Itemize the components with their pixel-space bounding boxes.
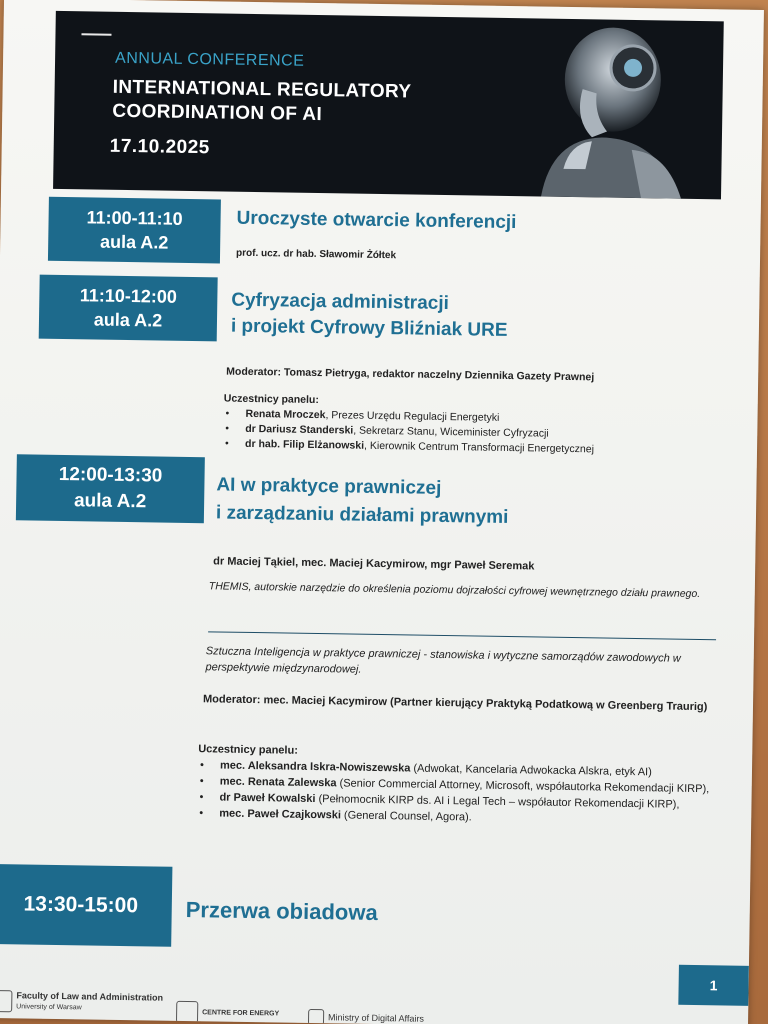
session-room: aula A.2 — [93, 309, 163, 331]
session-time-box — [39, 275, 218, 342]
divider — [208, 631, 716, 640]
decorative-line — [81, 33, 111, 35]
session-title: Przerwa obiadowa — [185, 896, 378, 926]
session-title-line: i zarządzaniu działami prawnymi — [215, 502, 509, 529]
conference-eyebrow: ANNUAL CONFERENCE — [114, 49, 305, 70]
list-item: • mec. Paweł Czajkowski (General Counsel, Agora). — [197, 805, 725, 829]
robot-illustration — [481, 18, 724, 200]
session-time: 11:10-12:00 — [79, 285, 178, 307]
session-time-box — [0, 864, 172, 947]
session-speaker: prof. ucz. dr hab. Sławomir Żółtek — [235, 247, 397, 262]
session-time: 13:30-15:00 — [23, 892, 139, 918]
logo-text: Ministry of Digital Affairs — [327, 1012, 425, 1024]
footer-logo-ministry — [308, 1009, 424, 1024]
session-moderator: Moderator: Tomasz Pietryga, redaktor naczelny Dziennika Gazety Prawnej — [226, 365, 595, 384]
panel-block — [223, 392, 704, 460]
list-item: • mec. Aleksandra Iskra-Nowiszewska (Adwokat, Kancelaria Adwokacka Alskra, etyk AI) — [198, 757, 726, 781]
leaf-icon — [176, 1001, 198, 1023]
footer-logo-energy — [176, 1001, 279, 1024]
session-title-line: i projekt Cyfrowy Bliźniak URE — [230, 315, 508, 341]
list-item: • dr Dariusz Standerski, Sekretarz Stanu, Wiceminister Cyfryzacji — [223, 422, 703, 445]
session-time: 11:00-11:10 — [86, 207, 183, 229]
conference-date: 17.10.2025 — [109, 135, 210, 159]
list-item: • mec. Renata Zalewska (Senior Commercial Attorney, Microsoft, współautorka Rekomendacji KIRP), — [198, 773, 726, 797]
logo-subtext: University of Warsaw — [16, 1003, 82, 1012]
panelist-list — [223, 407, 704, 460]
scales-icon — [0, 990, 12, 1012]
session-moderator: Moderator: mec. Maciej Kacymirow (Partner kierujący Praktyką Podatkową w Greenberg Traurig) — [202, 693, 708, 714]
session-themis: THEMIS, autorskie narzędzie do określenia poziomu dojrzałości cyfrowej wewnętrznego działu prawnego. — [208, 580, 701, 601]
panel-label: Uczestnicy panelu: — [198, 743, 298, 757]
session-room: aula A.2 — [73, 490, 147, 513]
session-title-line: AI w praktyce prawniczej — [216, 474, 442, 499]
session-time-box — [48, 197, 221, 264]
panel-block — [197, 741, 726, 829]
session-time: 12:00-13:30 — [58, 463, 163, 487]
list-item: • dr Paweł Kowalski (Pełnomocnik KIRP ds. AI i Legal Tech – współautor Rekomendacji KIRP), — [197, 789, 725, 813]
session-room: aula A.2 — [99, 231, 169, 253]
panelist-list — [197, 757, 726, 829]
session-speakers: dr Maciej Tąkiel, mec. Maciej Kacymirow, mgr Paweł Seremak — [213, 555, 535, 573]
emblem-icon — [308, 1009, 324, 1024]
session-title-line: Cyfryzacja administracji — [231, 289, 450, 315]
logo-text: CENTRE FOR ENERGY — [202, 1008, 280, 1017]
page-number: 1 — [678, 965, 749, 1006]
header-banner — [53, 11, 724, 199]
footer-logo-faculty — [0, 990, 163, 1015]
session-title: Uroczyste otwarcie konferencji — [236, 207, 517, 234]
session-time-box — [16, 454, 205, 523]
list-item: • dr hab. Filip Elżanowski, Kierownik Centrum Transformacji Energetycznej — [223, 437, 703, 460]
logo-text: Faculty of Law and Administration — [16, 990, 164, 1003]
session-title — [231, 288, 508, 344]
session-title — [216, 471, 509, 532]
conference-title: INTERNATIONAL REGULATORY COORDINATION OF AI — [112, 76, 412, 126]
panel-label: Uczestnicy panelu: — [223, 392, 319, 407]
list-item: • Renata Mroczek, Prezes Urzędu Regulacji Energetyki — [223, 407, 703, 430]
session-topic: Sztuczna Inteligencja w praktyce prawniczej - stanowiska i wytyczne samorządów zawodowych w perspektywie międzynarodowej. — [205, 645, 681, 676]
